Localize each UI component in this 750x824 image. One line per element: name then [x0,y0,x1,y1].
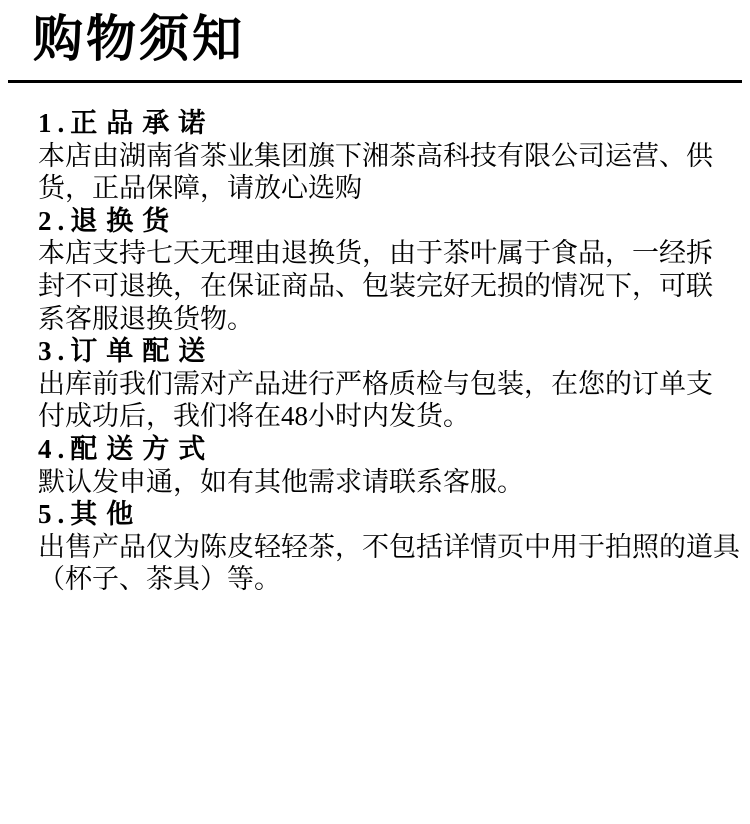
section-heading [38,205,728,238]
section-number: 5. [38,499,71,530]
section-text-line: 默认发申通，如有其他需求请联系客服。 [38,466,524,497]
section-other [38,498,740,596]
section-text-line: 本店由湖南省茶业集团旗下湘茶高科技有限公司运营、供 [38,140,713,171]
section-text-line: 本店支持七天无理由退换货，由于茶叶属于食品，一经拆 [38,238,713,269]
section-heading-label: 其他 [70,499,143,530]
section-order-delivery [38,335,728,433]
section-heading-label: 配送方式 [70,433,215,464]
section-heading [38,433,728,466]
section-number: 3. [38,336,71,367]
section-shipping-method [38,433,728,498]
section-text-line: 货，正品保障，请放心选购 [38,173,362,204]
notice-content [0,107,750,596]
section-text-line: （杯子、茶具）等。 [38,564,281,595]
section-heading-label: 正品承诺 [70,108,215,138]
section-text-line: 出售产品仅为陈皮轻轻茶，不包括详情页中用于拍照的道具 [38,531,740,562]
section-text-line: 系客服退换货物。 [38,303,254,334]
section-text-line: 付成功后，我们将在48小时内发货。 [38,401,470,432]
shopping-notice-page [0,11,750,824]
section-heading-label: 订单配送 [70,336,215,367]
section-number: 2. [38,205,71,236]
section-text-line: 出库前我们需对产品进行严格质检与包装，在您的订单支 [38,368,713,399]
section-text-line: 封不可退换，在保证商品、包装完好无损的情况下，可联 [38,270,713,301]
section-heading [38,335,728,368]
section-authenticity [38,107,728,205]
section-returns [38,205,728,335]
section-heading-label: 退换货 [70,205,179,236]
section-heading [38,498,728,531]
section-heading [38,107,728,140]
section-number: 4. [38,433,71,464]
section-number: 1. [38,108,71,138]
title-divider [8,80,742,83]
page-title: 购物须知 [33,11,245,67]
